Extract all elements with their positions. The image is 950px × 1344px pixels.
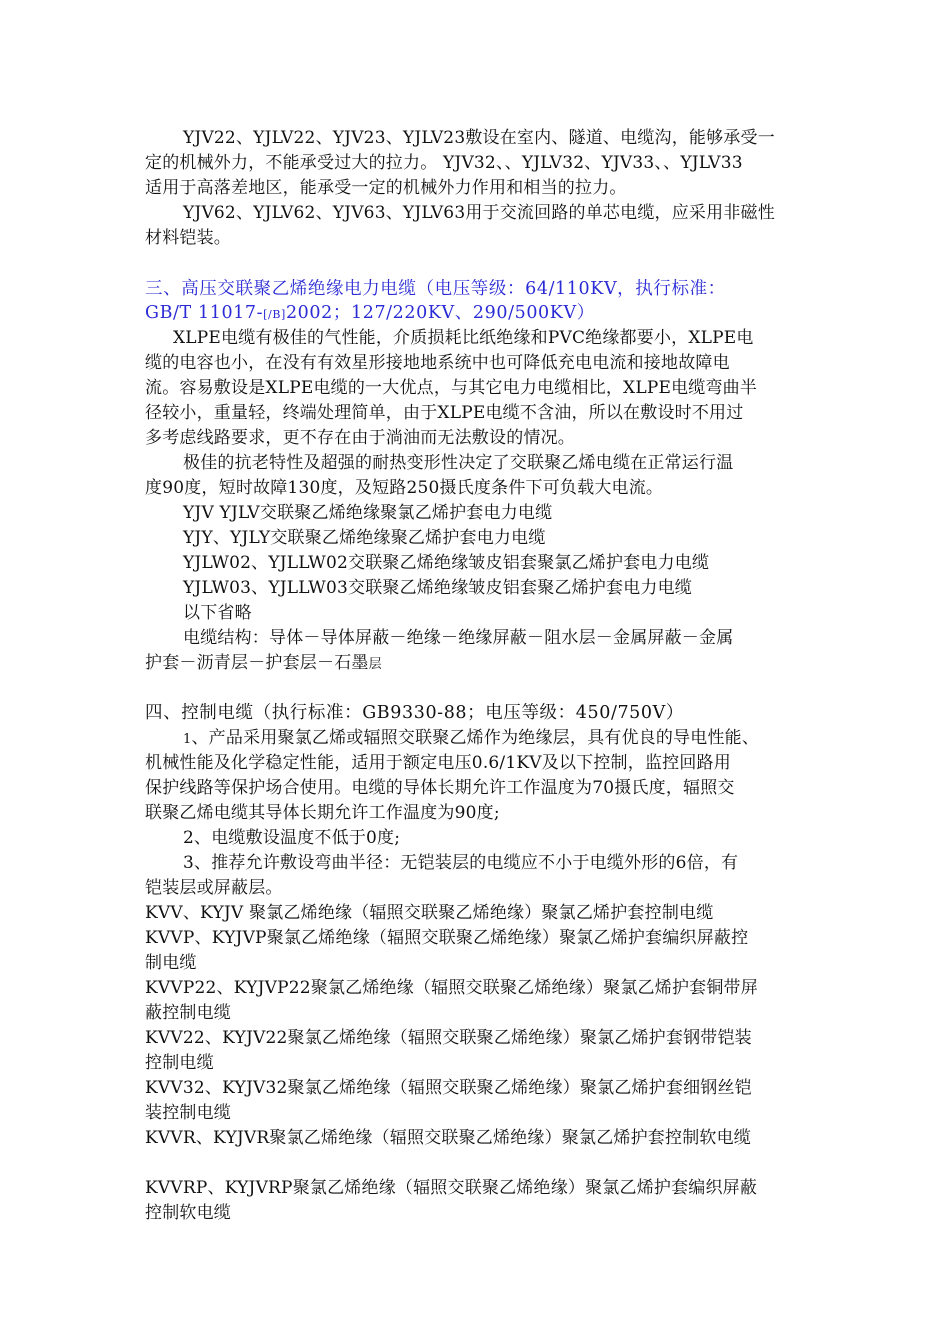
- section-4-item1-line3: 保护线路等保护场合使用。电缆的导体长期允许工作温度为70摄氏度，辐照交: [145, 778, 735, 798]
- section-4-title: 四、控制电缆（执行标准：GB9330-88；电压等级：450/750V）: [145, 703, 684, 723]
- section-3-p1-line2: 缆的电容也小，在没有有效星形接地地系统中也可降低充电电流和接地故障电: [145, 353, 730, 373]
- section-3-title-bracket: [/B]: [263, 308, 286, 321]
- section-3-structure-tail: 层: [368, 657, 382, 672]
- section-3-title-standard: GB/T 11017-: [145, 303, 264, 323]
- section-3-title-voltages: 2002；127/220KV、290/500KV）: [285, 303, 595, 323]
- cable-kvv22-line1: KVV22、KYJV22聚氯乙烯绝缘（辐照交联聚乙烯绝缘）聚氯乙烯护套钢带铠装: [145, 1028, 752, 1048]
- section-3-omitted-note: 以下省略: [183, 603, 252, 623]
- section-3-structure-text: 护套－沥青层－护套层－石墨: [145, 653, 369, 673]
- section-4-item1-line2: 机械性能及化学稳定性能，适用于额定电压0.6/1KV及以下控制，监控回路用: [145, 753, 731, 773]
- section-3-p2-line1: 极佳的抗老特性及超强的耐热变形性决定了交联聚乙烯电缆在正常运行温: [183, 453, 734, 473]
- cable-kvvp-line1: KVVP、KYJVP聚氯乙烯绝缘（辐照交联聚乙烯绝缘）聚氯乙烯护套编织屏蔽控: [145, 928, 749, 948]
- armored-p1-line1: YJV22、YJLV22、YJV23、YJLV23敷设在室内、隧道、电缆沟，能够承受一: [183, 128, 775, 148]
- cable-kvv: KVV、KYJV 聚氯乙烯绝缘（辐照交联聚乙烯绝缘）聚氯乙烯护套控制电缆: [145, 903, 714, 923]
- section-4-item1-line1: [183, 727, 759, 751]
- cable-kvvrp-line2: 控制软电缆: [145, 1203, 231, 1223]
- cable-kvvp22-line2: 蔽控制电缆: [145, 1003, 231, 1023]
- section-3-title-line2: [145, 302, 595, 326]
- section-3-type-yjlw03: YJLW03、YJLLW03交联聚乙烯绝缘皱皮铝套聚乙烯护套电力电缆: [183, 578, 692, 598]
- section-3-p1-line4: 径较小，重量轻，终端处理简单，由于XLPE电缆不含油，所以在敷设时不用过: [145, 403, 744, 423]
- armored-p2-line1: YJV62、YJLV62、YJV63、YJLV63用于交流回路的单芯电缆，应采用非磁性: [183, 203, 775, 223]
- cable-kvv32-line2: 装控制电缆: [145, 1103, 231, 1123]
- section-3-type-yjlw02: YJLW02、YJLLW02交联聚乙烯绝缘皱皮铝套聚氯乙烯护套电力电缆: [183, 553, 710, 573]
- armored-p2-line2: 材料铠装。: [145, 228, 231, 248]
- cable-kvvrp-line1: KVVRP、KYJVRP聚氯乙烯绝缘（辐照交联聚乙烯绝缘）聚氯乙烯护套编织屏蔽: [145, 1178, 758, 1198]
- section-3-p2-line2: 度90度，短时故障130度，及短路250摄氏度条件下可负载大电流。: [145, 478, 664, 498]
- cable-kvv32-line1: KVV32、KYJV32聚氯乙烯绝缘（辐照交联聚乙烯绝缘）聚氯乙烯护套细钢丝铠: [145, 1078, 752, 1098]
- armored-p1-line3: 适用于高落差地区，能承受一定的机械外力作用和相当的拉力。: [145, 178, 627, 198]
- section-3-p1-line5: 多考虑线路要求，更不存在由于淌油而无法敷设的情况。: [145, 428, 575, 448]
- section-3-p1-line1: XLPE电缆有极佳的气性能，介质损耗比纸绝缘和PVC绝缘都要小，XLPE电: [173, 328, 754, 348]
- cable-kvvp-line2: 制电缆: [145, 953, 197, 973]
- section-3-type-yjv: YJV YJLV交联聚乙烯绝缘聚氯乙烯护套电力电缆: [183, 503, 553, 523]
- armored-p1-line2: 定的机械外力，不能承受过大的拉力。 YJV32、、YJLV32、YJV33、、YJLV33: [145, 153, 743, 173]
- section-3-structure-line1: 电缆结构：导体－导体屏蔽－绝缘－绝缘屏蔽－阻水层－金属屏蔽－金属: [183, 628, 734, 648]
- section-4-item3-line2: 铠装层或屏蔽层。: [145, 878, 283, 898]
- section-3-type-yjy: YJY、YJLY交联聚乙烯绝缘聚乙烯护套电力电缆: [183, 528, 546, 548]
- section-3-structure-line2: [145, 652, 382, 676]
- section-4-item2: 2、电缆敷设温度不低于0度;: [183, 828, 401, 848]
- cable-kvvp22-line1: KVVP22、KYJVP22聚氯乙烯绝缘（辐照交联聚乙烯绝缘）聚氯乙烯护套铜带屏: [145, 978, 758, 998]
- section-4-item3-line1: 3、推荐允许敷设弯曲半径：无铠装层的电缆应不小于电缆外形的6倍，有: [183, 853, 739, 873]
- cable-kvvr: KVVR、KYJVR聚氯乙烯绝缘（辐照交联聚乙烯绝缘）聚氯乙烯护套控制软电缆: [145, 1128, 752, 1148]
- section-3-p1-line3: 流。容易敷设是XLPE电缆的一大优点，与其它电力电缆相比，XLPE电缆弯曲半: [145, 378, 758, 398]
- section-4-item1-line4: 联聚乙烯电缆其导体长期允许工作温度为90度;: [145, 803, 500, 823]
- cable-kvv22-line2: 控制电缆: [145, 1053, 214, 1073]
- section-4-item1-text: 、产品采用聚氯乙烯或辐照交联聚乙烯作为绝缘层，具有优良的导电性能、: [191, 728, 760, 748]
- section-4-item1-number: 1: [183, 732, 192, 747]
- section-3-title-line1: 三、高压交联聚乙烯绝缘电力电缆（电压等级：64/110KV，执行标准：: [145, 279, 726, 299]
